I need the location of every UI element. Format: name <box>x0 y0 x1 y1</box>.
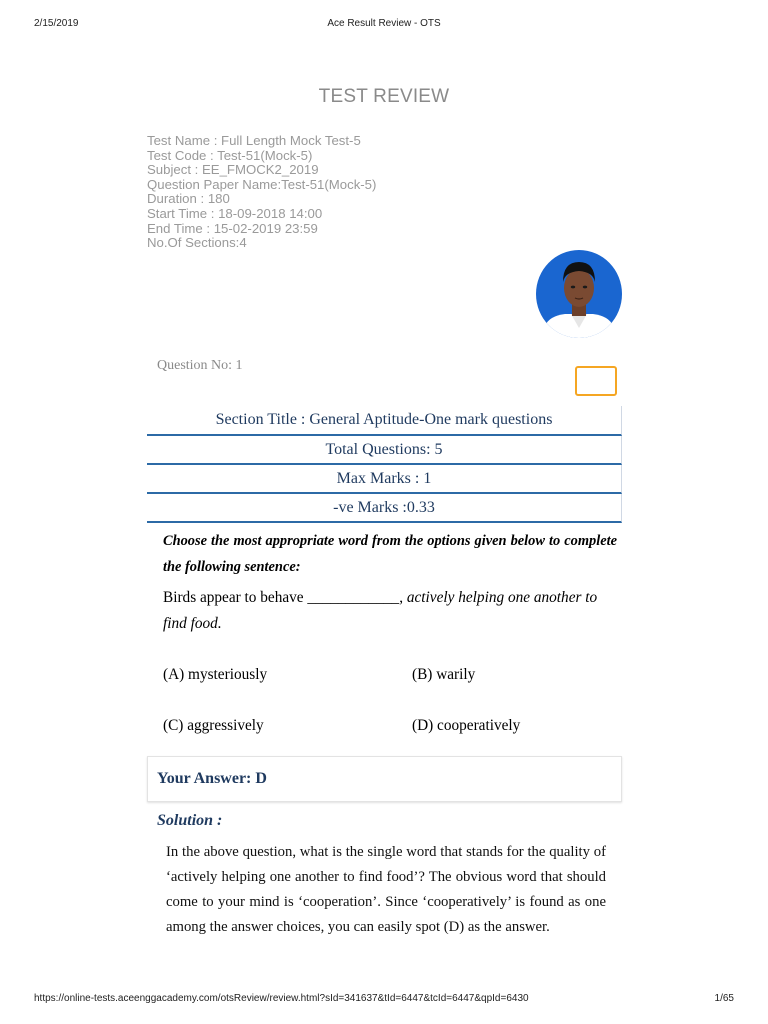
option-b: (B) warily <box>412 666 476 683</box>
question-sentence-italic: actively helping one another to find food. <box>163 589 598 632</box>
test-code: Test Code : Test-51(Mock-5) <box>147 147 313 163</box>
test-info <box>147 134 376 251</box>
option-d: (D) cooperatively <box>412 717 521 734</box>
print-title: Ace Result Review - OTS <box>327 18 441 29</box>
your-answer: Your Answer: D <box>147 756 622 802</box>
avatar <box>535 250 623 346</box>
option-a: (A) mysteriously <box>163 666 268 683</box>
negative-marks: -ve Marks :0.33 <box>147 494 622 523</box>
solution-text: In the above question, what is the single word that stands for the quality of ‘actively helping one another to find food’? The obvious word that should come to your mind is ‘cooperation’. Since ‘cooperatively’ is found as one among the answer choices, you can easily spot (D) as the answer. <box>166 844 606 935</box>
solution-title: Solution : <box>157 812 223 829</box>
print-header <box>0 18 768 32</box>
student-photo-icon <box>535 250 623 346</box>
bookmark-box[interactable] <box>575 366 617 396</box>
page-title: TEST REVIEW <box>318 86 450 107</box>
test-duration: Duration : 180 <box>147 191 230 207</box>
print-date: 2/15/2019 <box>34 18 79 29</box>
print-footer <box>0 993 768 1007</box>
max-marks: Max Marks : 1 <box>147 465 622 494</box>
section-title: Section Title : General Aptitude-One mark questions <box>147 406 622 436</box>
question-body <box>163 528 617 637</box>
option-c: (C) aggressively <box>163 717 264 734</box>
question-instruction: Choose the most appropriate word from the options given below to complete the following sentence: <box>163 533 617 575</box>
test-subject: Subject : EE_FMOCK2_2019 <box>147 162 319 178</box>
section-meta-table <box>147 406 622 523</box>
print-url: https://online-tests.aceenggacademy.com/otsReview/review.html?sId=341637&tId=6447&tcId=6447&qpId=6430 <box>34 993 529 1004</box>
page-counter: 1/65 <box>714 993 734 1004</box>
question-number: Question No: 1 <box>157 358 243 373</box>
section-count: No.Of Sections:4 <box>147 235 247 251</box>
question-sentence <box>163 585 617 637</box>
test-name: Test Name : Full Length Mock Test-5 <box>147 133 361 148</box>
question-paper-name: Question Paper Name:Test-51(Mock-5) <box>147 176 377 192</box>
total-questions: Total Questions: 5 <box>147 436 622 465</box>
start-time: Start Time : 18-09-2018 14:00 <box>147 205 323 221</box>
end-time: End Time : 15-02-2019 23:59 <box>147 220 318 236</box>
question-sentence-start: Birds appear to behave ____________, <box>163 589 404 606</box>
